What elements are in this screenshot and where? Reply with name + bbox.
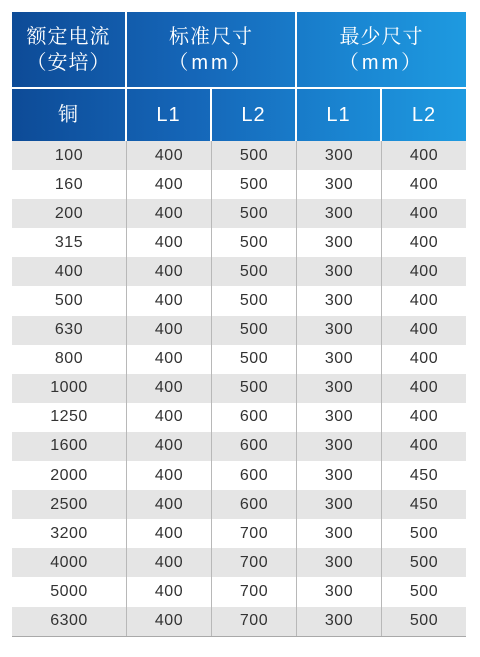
standard-l1-cell: 400 <box>127 490 212 519</box>
minimum-l1-cell: 300 <box>297 548 382 577</box>
standard-l2-cell: 500 <box>212 257 297 286</box>
table-row <box>12 316 466 345</box>
minimum-l2-cell: 400 <box>409 437 439 455</box>
standard-l2-cell: 700 <box>212 607 297 636</box>
minimum-l1-cell: 300 <box>297 228 382 257</box>
standard-l2-cell: 500 <box>212 374 297 403</box>
standard-l1-cell: 400 <box>127 607 212 636</box>
minimum-l1-cell: 300 <box>297 461 382 490</box>
minimum-l1-cell: 300 <box>297 170 382 199</box>
table-row <box>12 199 466 228</box>
standard-l2-cell: 500 <box>212 345 297 374</box>
minimum-l1-cell: 300 <box>297 316 382 345</box>
header-row-columns <box>12 87 466 141</box>
header-standard-l1: L1 <box>127 89 212 141</box>
standard-l2-cell: 700 <box>212 519 297 548</box>
minimum-l1-cell: 300 <box>297 519 382 548</box>
minimum-l2-cell: 400 <box>409 262 439 280</box>
header-minimum-size-unit: （mm） <box>338 51 425 74</box>
minimum-l2-cell: 400 <box>409 292 439 310</box>
table-row <box>12 607 466 636</box>
minimum-l1-cell: 300 <box>297 141 382 170</box>
minimum-l2-cell: 500 <box>409 524 439 542</box>
minimum-l2-cell: 400 <box>409 146 439 164</box>
minimum-l2-cell: 400 <box>409 175 439 193</box>
minimum-l2-cell: 400 <box>409 379 439 397</box>
minimum-l2-cell: 400 <box>409 204 439 222</box>
table-row <box>12 228 466 257</box>
table-body <box>12 141 466 637</box>
standard-l1-cell: 400 <box>127 257 212 286</box>
minimum-l1-cell: 300 <box>297 257 382 286</box>
header-rated-current <box>12 12 127 87</box>
header-rated-current-unit: （安培） <box>26 51 111 74</box>
current-cell: 4000 <box>12 548 127 577</box>
standard-l1-cell: 400 <box>127 228 212 257</box>
current-cell: 1250 <box>12 403 127 432</box>
table-row <box>12 374 466 403</box>
current-cell: 1600 <box>12 432 127 461</box>
spec-table <box>12 12 466 637</box>
minimum-l1-cell: 300 <box>297 374 382 403</box>
table-row <box>12 345 466 374</box>
header-material: 铜 <box>12 89 127 141</box>
header-row-groups <box>12 12 466 87</box>
current-cell: 2500 <box>12 490 127 519</box>
minimum-l2-cell: 400 <box>409 321 439 339</box>
current-cell: 100 <box>12 141 127 170</box>
standard-l2-cell: 500 <box>212 141 297 170</box>
header-standard-size-title: 标准尺寸 <box>169 25 253 48</box>
table-row <box>12 548 466 577</box>
standard-l1-cell: 400 <box>127 199 212 228</box>
standard-l2-cell: 600 <box>212 490 297 519</box>
current-cell: 400 <box>12 257 127 286</box>
minimum-l1-cell: 300 <box>297 345 382 374</box>
current-cell: 6300 <box>12 607 127 636</box>
minimum-l1-cell: 300 <box>297 577 382 606</box>
table-row <box>12 461 466 490</box>
minimum-l1-cell: 300 <box>297 490 382 519</box>
table-row <box>12 403 466 432</box>
current-cell: 500 <box>12 286 127 315</box>
minimum-l2-cell: 450 <box>409 495 439 513</box>
minimum-l2-cell: 450 <box>409 466 439 484</box>
standard-l2-cell: 500 <box>212 286 297 315</box>
minimum-l1-cell: 300 <box>297 199 382 228</box>
current-cell: 630 <box>12 316 127 345</box>
minimum-l1-cell: 300 <box>297 403 382 432</box>
standard-l1-cell: 400 <box>127 374 212 403</box>
table-row <box>12 519 466 548</box>
current-cell: 200 <box>12 199 127 228</box>
current-cell: 160 <box>12 170 127 199</box>
standard-l2-cell: 600 <box>212 432 297 461</box>
header-minimum-l1: L1 <box>297 89 382 141</box>
table-row <box>12 432 466 461</box>
current-cell: 2000 <box>12 461 127 490</box>
minimum-l2-cell: 500 <box>409 612 439 630</box>
standard-l1-cell: 400 <box>127 548 212 577</box>
header-standard-size <box>127 12 297 87</box>
header-standard-l2: L2 <box>212 89 297 141</box>
standard-l1-cell: 400 <box>127 519 212 548</box>
header-standard-size-unit: （mm） <box>168 51 254 74</box>
standard-l1-cell: 400 <box>127 141 212 170</box>
table-row <box>12 257 466 286</box>
table-row <box>12 286 466 315</box>
table-row <box>12 577 466 606</box>
standard-l1-cell: 400 <box>127 316 212 345</box>
table-row <box>12 490 466 519</box>
minimum-l2-cell: 400 <box>409 233 439 251</box>
standard-l2-cell: 500 <box>212 199 297 228</box>
standard-l2-cell: 500 <box>212 170 297 199</box>
minimum-l2-cell: 500 <box>409 582 439 600</box>
standard-l2-cell: 600 <box>212 461 297 490</box>
header-minimum-size-title: 最少尺寸 <box>339 25 424 48</box>
standard-l2-cell: 700 <box>212 548 297 577</box>
standard-l1-cell: 400 <box>127 345 212 374</box>
standard-l2-cell: 700 <box>212 577 297 606</box>
minimum-l1-cell: 300 <box>297 286 382 315</box>
standard-l1-cell: 400 <box>127 403 212 432</box>
table-header <box>12 12 466 141</box>
header-rated-current-title: 额定电流 <box>26 25 111 48</box>
table-row <box>12 141 466 170</box>
standard-l1-cell: 400 <box>127 577 212 606</box>
minimum-l1-cell: 300 <box>297 607 382 636</box>
minimum-l2-cell: 400 <box>409 350 439 368</box>
header-minimum-size <box>297 12 466 87</box>
minimum-l2-cell: 500 <box>409 553 439 571</box>
standard-l1-cell: 400 <box>127 432 212 461</box>
standard-l2-cell: 600 <box>212 403 297 432</box>
standard-l2-cell: 500 <box>212 316 297 345</box>
header-minimum-l2: L2 <box>411 104 437 126</box>
standard-l1-cell: 400 <box>127 286 212 315</box>
current-cell: 5000 <box>12 577 127 606</box>
current-cell: 800 <box>12 345 127 374</box>
table-row <box>12 170 466 199</box>
minimum-l1-cell: 300 <box>297 432 382 461</box>
current-cell: 315 <box>12 228 127 257</box>
minimum-l2-cell: 400 <box>409 408 439 426</box>
current-cell: 1000 <box>12 374 127 403</box>
standard-l1-cell: 400 <box>127 170 212 199</box>
standard-l1-cell: 400 <box>127 461 212 490</box>
standard-l2-cell: 500 <box>212 228 297 257</box>
current-cell: 3200 <box>12 519 127 548</box>
